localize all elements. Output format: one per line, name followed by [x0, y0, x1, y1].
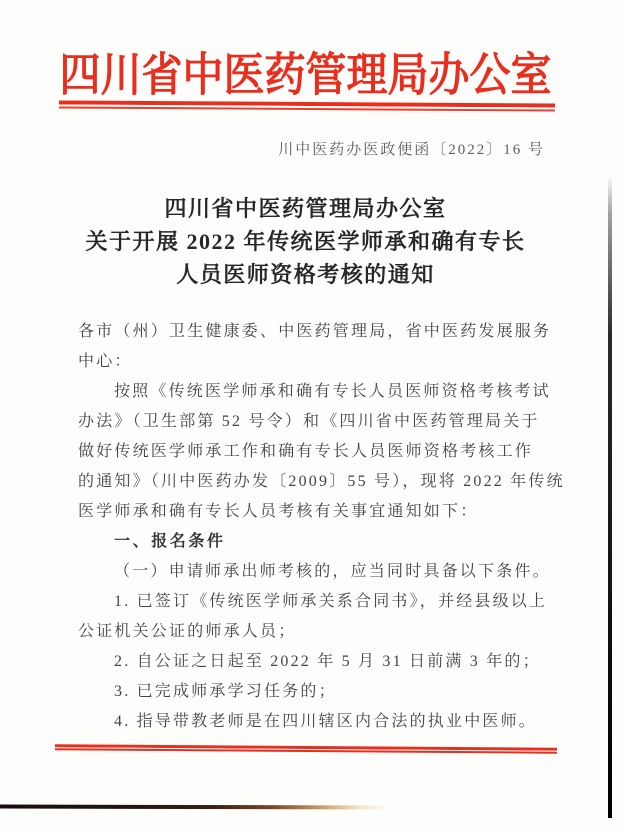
section-heading: 一、报名条件 — [114, 533, 226, 550]
letterhead-title: 四川省中医药管理局办公室 — [59, 49, 552, 101]
notice-title-line: 关于开展 2022 年传统医学师承和确有专长 — [85, 229, 526, 254]
notice-title-line: 人员医师资格考核的通知 — [176, 262, 435, 287]
body-line: 1. 已签订《传统医学师承关系合同书》，并经县级以上 — [114, 593, 548, 610]
document-number: 川中医药办医政便函〔2022〕16 号 — [278, 142, 545, 158]
notice-body — [78, 317, 565, 737]
body-line: 医学师承和确有专长人员考核有关事宜通知如下： — [78, 503, 479, 520]
body-line: 2. 自公证之日起至 2022 年 5 月 31 日前满 3 年的； — [114, 653, 541, 670]
body-line: 做好传统医学师承工作和确有专长人员医师资格考核工作 — [78, 443, 534, 460]
body-line: 公证机关公证的师承人员； — [78, 623, 297, 640]
body-line-salutation: 各市（州）卫生健康委、中医药管理局，省中医药发展服务 — [78, 323, 552, 340]
notice-title — [0, 192, 611, 291]
footer-divider — [55, 744, 557, 754]
scan-edge-right — [608, 175, 612, 818]
notice-title-line: 四川省中医药管理局办公室 — [164, 196, 447, 221]
body-line: （一）申请师承出师考核的，应当同时具备以下条件。 — [114, 563, 551, 580]
body-line: 按照《传统医学师承和确有专长人员医师资格考核考试 — [114, 383, 551, 400]
body-line: 3. 已完成师承学习任务的； — [114, 683, 337, 700]
letterhead-divider — [59, 100, 555, 111]
body-line-salutation: 中心： — [78, 353, 133, 370]
scan-edge-bottom — [0, 804, 390, 809]
body-line: 的通知》（川中医药办发〔2009〕55 号），现将 2022 年传统 — [78, 473, 565, 490]
body-line: 办法》（卫生部第 52 号令）和《四川省中医药管理局关于 — [78, 413, 540, 430]
body-line: 4. 指导带教老师是在四川辖区内合法的执业中医师。 — [114, 713, 538, 730]
